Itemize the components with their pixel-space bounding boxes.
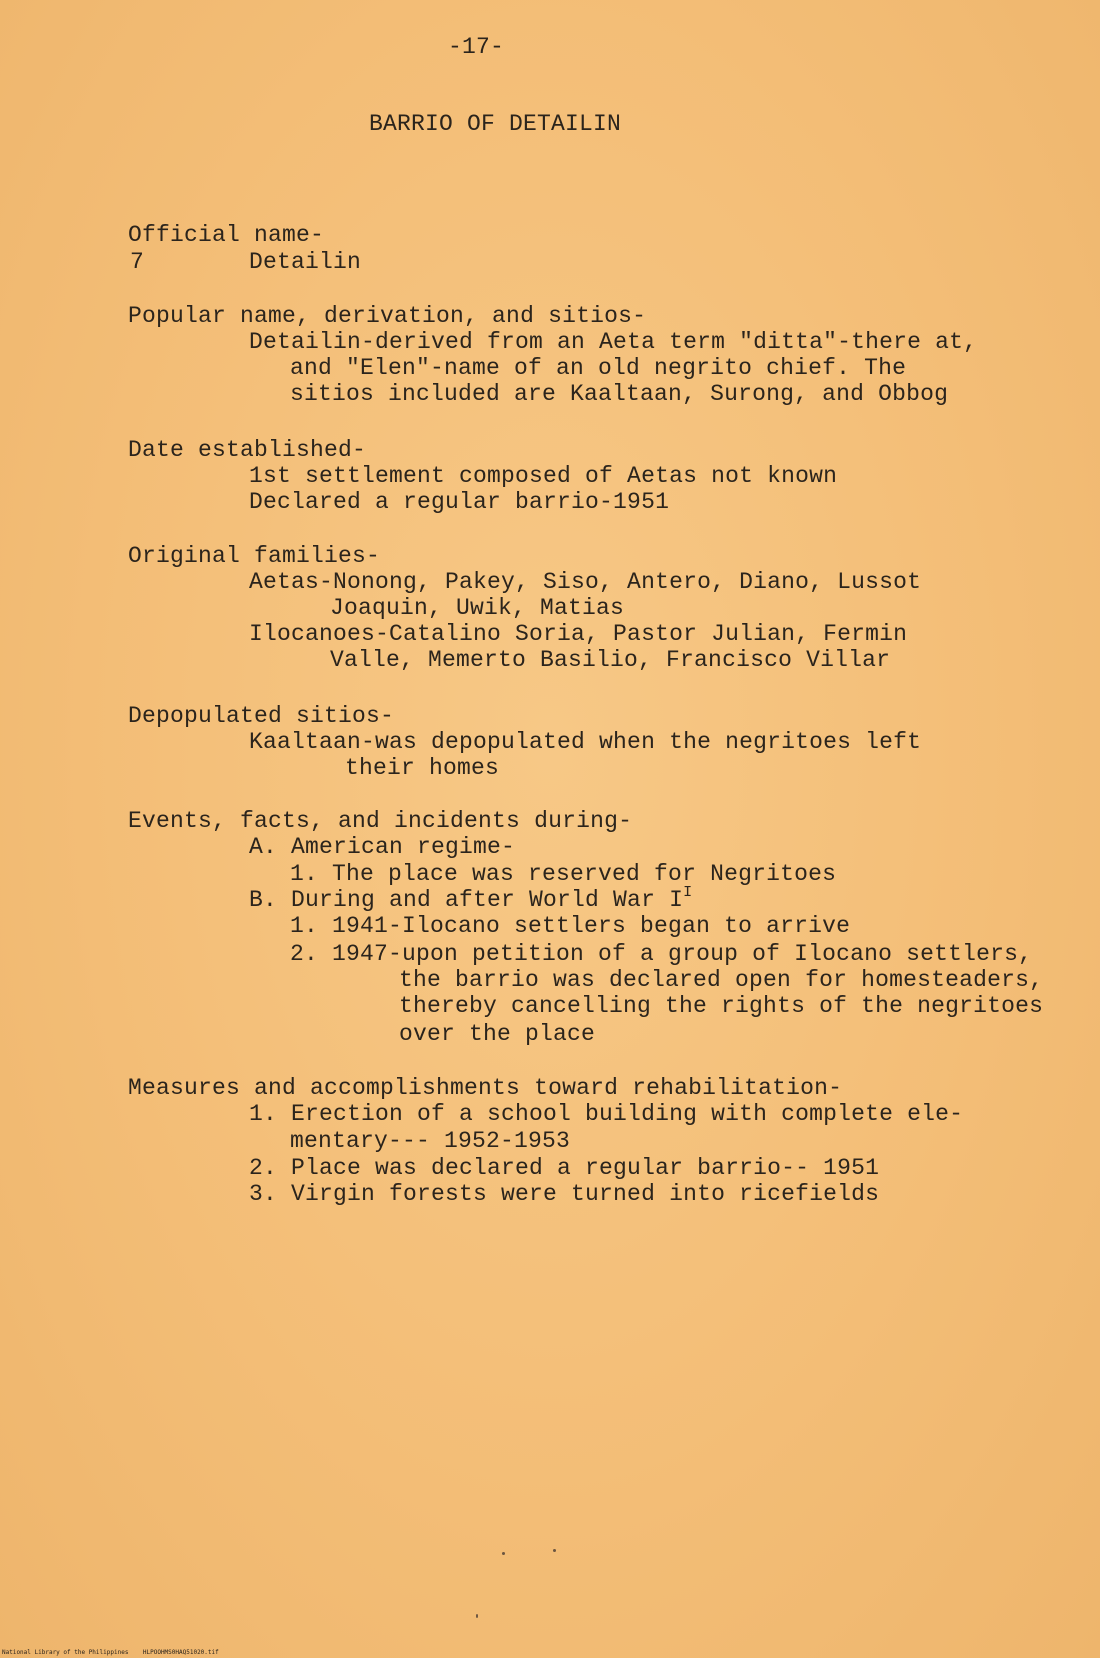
depopulated-sitios-line: Kaaltaan-was depopulated when the negritoes left (249, 729, 922, 755)
events-b-item: the barrio was declared open for homesteaders, (399, 967, 1044, 993)
date-established-line: 1st settlement composed of Aetas not known (249, 463, 838, 489)
page-title: BARRIO OF DETAILIN (369, 111, 622, 137)
events-b-label-text: B. During and after World War I (249, 887, 684, 913)
date-established-heading: Date established- (128, 437, 367, 463)
measures-line: 2. Place was declared a regular barrio-- 1951 (249, 1155, 880, 1181)
official-name-prefix: 7 (130, 249, 145, 275)
official-name-heading: Official name- (128, 222, 325, 248)
measures-line: mentary--- 1952-1953 (290, 1128, 571, 1154)
measures-line: 3. Virgin forests were turned into ricefields (249, 1181, 880, 1207)
popular-name-heading: Popular name, derivation, and sitios- (128, 303, 647, 329)
archive-footer: National Library of the Philippines HLPOOHMS0HAQ51020.tif (2, 1649, 219, 1656)
paper-speck (476, 1614, 478, 1618)
paper-speck (553, 1549, 556, 1552)
original-families-line: Ilocanoes-Catalino Soria, Pastor Julian, Fermin (249, 621, 908, 647)
date-established-line: Declared a regular barrio-1951 (249, 489, 670, 515)
popular-name-line: sitios included are Kaaltaan, Surong, and Obbog (290, 381, 949, 407)
events-heading: Events, facts, and incidents during- (128, 808, 633, 834)
original-families-line: Aetas-Nonong, Pakey, Siso, Antero, Diano, Lussot (249, 569, 922, 595)
original-families-heading: Original families- (128, 543, 381, 569)
page-number: -17- (448, 34, 505, 60)
official-name-value: Detailin (249, 249, 362, 275)
events-b-item: over the place (399, 1021, 596, 1047)
events-b-item: 1. 1941-Ilocano settlers began to arrive (290, 913, 851, 939)
measures-heading: Measures and accomplishments toward rehabilitation- (128, 1075, 843, 1101)
events-a-item: 1. The place was reserved for Negritoes (290, 861, 837, 887)
events-b-label-sup: I (683, 884, 693, 901)
original-families-line: Joaquin, Uwik, Matias (330, 595, 625, 621)
depopulated-sitios-line: their homes (345, 755, 500, 781)
popular-name-line: and "Elen"-name of an old negrito chief. The (290, 355, 907, 381)
depopulated-sitios-heading: Depopulated sitios- (128, 703, 395, 729)
popular-name-line: Detailin-derived from an Aeta term "ditta"-there at, (249, 329, 978, 355)
original-families-line: Valle, Memerto Basilio, Francisco Villar (330, 647, 891, 673)
events-b-label (249, 884, 693, 916)
events-b-item: thereby cancelling the rights of the negritoes (399, 993, 1044, 1019)
events-a-label: A. American regime- (249, 834, 516, 860)
measures-line: 1. Erection of a school building with complete ele- (249, 1101, 964, 1127)
paper-speck (502, 1552, 505, 1555)
events-b-item: 2. 1947-upon petition of a group of Ilocano settlers, (290, 941, 1033, 967)
